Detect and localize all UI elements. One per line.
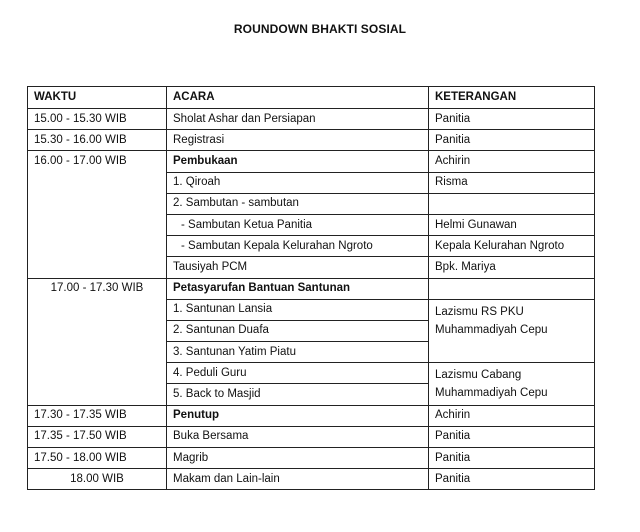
acara-cell: Tausiyah PCM [167,257,429,278]
acara-cell: Penutup [167,405,429,426]
waktu-cell: 17.00 - 17.30 WIB [28,278,167,299]
keterangan-cell: Panitia [429,448,595,469]
acara-cell: 2. Santunan Duafa [167,320,429,341]
header-acara: ACARA [167,87,429,109]
acara-cell: Pembukaan [167,151,429,172]
acara-cell: 1. Qiroah [167,172,429,193]
waktu-cell: 17.50 - 18.00 WIB [28,448,167,469]
table-row [28,426,595,447]
document-title: ROUNDOWN BHAKTI SOSIAL [233,22,407,36]
keterangan-cell-merged: Lazismu RS PKU Muhammadiyah Cepu [429,299,595,363]
keterangan-cell-merged: Lazismu Cabang Muhammadiyah Cepu [429,363,595,405]
acara-cell: Sholat Ashar dan Persiapan [167,109,429,130]
table-row [28,193,595,214]
waktu-cell-empty [28,172,167,193]
keterangan-cell [429,278,595,299]
waktu-cell-empty [28,299,167,320]
keterangan-cell: Panitia [429,469,595,490]
table-row [28,278,595,299]
keterangan-cell: Achirin [429,151,595,172]
keterangan-cell: Panitia [429,109,595,130]
table-row [28,257,595,278]
waktu-cell-empty [28,363,167,384]
acara-cell: 2. Sambutan - sambutan [167,193,429,214]
keterangan-cell: Kepala Kelurahan Ngroto [429,236,595,257]
acara-cell: 3. Santunan Yatim Piatu [167,342,429,363]
table-row [28,299,595,320]
acara-cell: - Sambutan Kepala Kelurahan Ngroto [167,236,429,257]
acara-cell: 4. Peduli Guru [167,363,429,384]
waktu-cell: 17.35 - 17.50 WIB [28,426,167,447]
table-row [28,109,595,130]
waktu-cell-empty [28,342,167,363]
waktu-cell-empty [28,236,167,257]
waktu-cell-empty [28,384,167,405]
acara-cell: - Sambutan Ketua Panitia [167,214,429,235]
table-row [28,448,595,469]
header-waktu: WAKTU [28,87,167,109]
table-row [28,172,595,193]
acara-cell: Makam dan Lain-lain [167,469,429,490]
keterangan-cell: Panitia [429,130,595,151]
keterangan-cell: Helmi Gunawan [429,214,595,235]
acara-cell: 1. Santunan Lansia [167,299,429,320]
table-row [28,236,595,257]
table-row [28,405,595,426]
waktu-cell-empty [28,193,167,214]
acara-cell: Buka Bersama [167,426,429,447]
keterangan-cell: Bpk. Mariya [429,257,595,278]
waktu-cell: 15.30 - 16.00 WIB [28,130,167,151]
waktu-cell: 17.30 - 17.35 WIB [28,405,167,426]
waktu-cell-empty [28,320,167,341]
table-header-row [28,87,595,109]
acara-cell: 5. Back to Masjid [167,384,429,405]
table-row [28,469,595,490]
acara-cell: Registrasi [167,130,429,151]
waktu-cell-empty [28,257,167,278]
acara-cell: Magrib [167,448,429,469]
rundown-table [27,86,595,490]
keterangan-cell [429,193,595,214]
waktu-cell-empty [28,214,167,235]
table-row [28,363,595,384]
keterangan-cell: Panitia [429,426,595,447]
keterangan-cell: Risma [429,172,595,193]
waktu-cell: 16.00 - 17.00 WIB [28,151,167,172]
waktu-cell: 15.00 - 15.30 WIB [28,109,167,130]
keterangan-cell: Achirin [429,405,595,426]
waktu-cell: 18.00 WIB [28,469,167,490]
acara-cell: Petasyarufan Bantuan Santunan [167,278,429,299]
table-row [28,151,595,172]
header-keterangan: KETERANGAN [429,87,595,109]
table-row [28,214,595,235]
table-row [28,130,595,151]
